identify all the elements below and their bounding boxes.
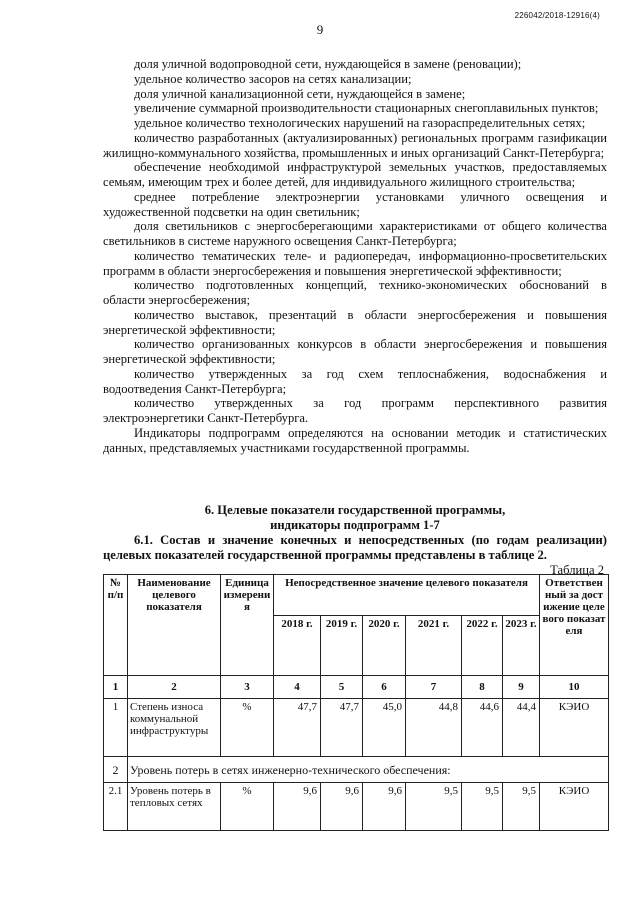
- document-number: 226042/2018-12916(4): [514, 11, 600, 20]
- paragraph: количество разработанных (актуализированных) региональных программ газификации жилищно-коммунального хозяйства, промышленных и иных организаций Санкт-Петербурга;: [103, 130, 607, 160]
- paragraph: количество утвержденных за год схем теплоснабжения, водоснабжения и водоотведения Санкт-Петербурга;: [103, 366, 607, 396]
- paragraph: количество утвержденных за год программ перспективного развития электроэнергетики Санкт-Петербурга.: [103, 396, 607, 425]
- page-number: 9: [316, 22, 324, 37]
- column-number: 6: [363, 676, 406, 699]
- row-name: Степень износа коммунальной инфраструктуры: [128, 699, 221, 757]
- column-number: 10: [540, 676, 609, 699]
- row-value: 44,8: [406, 699, 462, 757]
- row-value: 9,5: [406, 783, 462, 831]
- paragraph: количество тематических теле- и радиопередач, информационно-просветительских программ в области энергосбережения и повышения энергетической эффективности;: [103, 248, 607, 278]
- table-section-row: [104, 757, 609, 783]
- table-row: [104, 699, 609, 757]
- row-num: 2: [104, 757, 128, 783]
- row-value: 9,6: [363, 783, 406, 831]
- header-year: 2020 г.: [363, 616, 406, 676]
- table-header-row: [104, 575, 609, 616]
- table-label: Таблица 2: [550, 563, 604, 577]
- header-year: 2023 г.: [503, 616, 540, 676]
- header-year: 2019 г.: [321, 616, 363, 676]
- row-value: 47,7: [274, 699, 321, 757]
- section-title-line: 6. Целевые показатели государственной программы,: [204, 503, 506, 517]
- column-number: 8: [462, 676, 503, 699]
- body-text: [103, 57, 607, 455]
- row-name: Уровень потерь в тепловых сетях: [128, 783, 221, 831]
- header-name: Наименование целевого показателя: [128, 575, 221, 676]
- row-num: 1: [104, 699, 128, 757]
- paragraph: удельное количество засоров на сетях канализации;: [134, 71, 412, 86]
- column-number: 4: [274, 676, 321, 699]
- paragraph: количество организованных конкурсов в области энергосбережения и повышения энергетической эффективности;: [103, 337, 607, 366]
- row-value: 9,5: [503, 783, 540, 831]
- header-year: 2021 г.: [406, 616, 462, 676]
- section-title: [103, 503, 607, 532]
- row-unit: %: [221, 699, 274, 757]
- column-number: 2: [128, 676, 221, 699]
- section-subtitle: 6.1. Состав и значение конечных и непосредственных (по годам реализации) целевых показателей государственной программы представлены в таблице 2.: [103, 533, 607, 562]
- header-unit: Единица измерения: [221, 575, 274, 676]
- column-number: 3: [221, 676, 274, 699]
- paragraph: обеспечение необходимой инфраструктурой земельных участков, предоставляемых семьям, имеющим трех и более детей, для индивидуального жилищного строительства;: [103, 160, 607, 189]
- header-year: 2018 г.: [274, 616, 321, 676]
- paragraph: доля светильников с энергосберегающими характеристиками от общего количества светильников в системе наружного освещения Санкт-Петербурга;: [103, 219, 607, 248]
- header-responsible: Ответственный за достижение целевого показателя: [540, 575, 609, 676]
- paragraph: доля уличной канализационной сети, нуждающейся в замене;: [134, 86, 466, 101]
- header-year: 2022 г.: [462, 616, 503, 676]
- row-unit: %: [221, 783, 274, 831]
- paragraph: Индикаторы подпрограмм определяются на основании методик и статистических данных, представляемых участниками государственной программы.: [103, 425, 607, 455]
- column-number: 7: [406, 676, 462, 699]
- paragraph: среднее потребление электроэнергии установками уличного освещения и художественной подсветки на один светильник;: [103, 189, 607, 219]
- row-value: 44,6: [462, 699, 503, 757]
- column-number: 5: [321, 676, 363, 699]
- row-value: 9,6: [321, 783, 363, 831]
- column-number-row: [104, 676, 609, 699]
- section-title-line: индикаторы подпрограмм 1-7: [270, 517, 440, 532]
- row-value: 9,6: [274, 783, 321, 831]
- row-responsible: КЭИО: [540, 699, 609, 757]
- row-value: 9,5: [462, 783, 503, 831]
- paragraph: увеличение суммарной производительности стационарных снегоплавильных пунктов;: [134, 101, 599, 116]
- indicators-table: [103, 574, 609, 831]
- paragraph: количество выставок, презентаций в области энергосбережения и повышения энергетической эффективности;: [103, 307, 607, 337]
- row-value: 47,7: [321, 699, 363, 757]
- row-value: 45,0: [363, 699, 406, 757]
- header-num: № п/п: [104, 575, 128, 676]
- column-number: 1: [104, 676, 128, 699]
- header-group: Непосредственное значение целевого показателя: [274, 575, 540, 616]
- row-value: 44,4: [503, 699, 540, 757]
- paragraph: количество подготовленных концепций, технико-экономических обоснований в области энергосбережения;: [103, 278, 607, 307]
- paragraph: доля уличной водопроводной сети, нуждающейся в замене (реновации);: [134, 57, 522, 71]
- paragraph: удельное количество технологических нарушений на газораспределительных сетях;: [134, 116, 586, 130]
- section-row-text: Уровень потерь в сетях инженерно-технического обеспечения:: [128, 757, 609, 783]
- row-responsible: КЭИО: [540, 783, 609, 831]
- table-row: [104, 783, 609, 831]
- column-number: 9: [503, 676, 540, 699]
- row-num: 2.1: [104, 783, 128, 831]
